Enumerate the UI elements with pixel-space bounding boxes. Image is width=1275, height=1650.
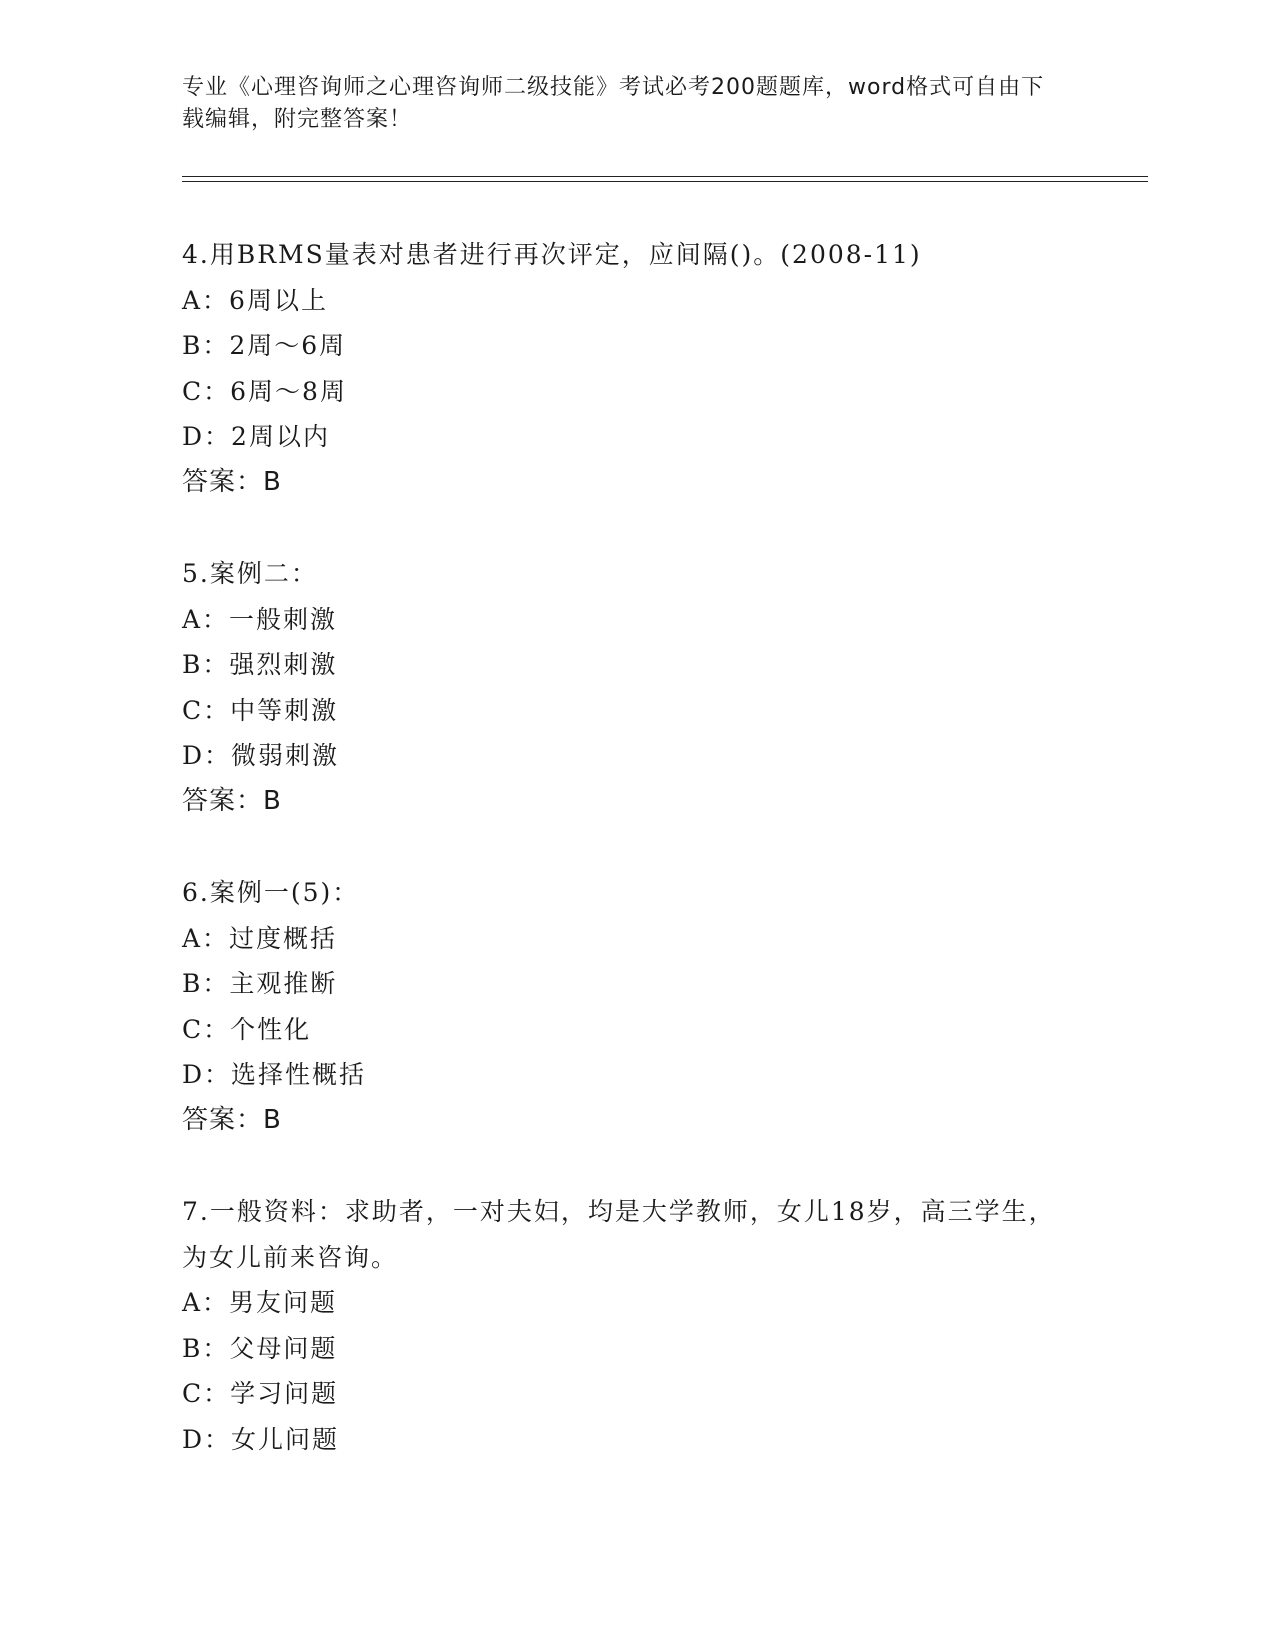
option-c: C：6周～8周 — [182, 376, 347, 406]
question-7 — [182, 1189, 1082, 1462]
option-a: A：一般刺激 — [182, 604, 338, 634]
option-d: D：微弱刺激 — [182, 741, 340, 770]
question-stem: 4.用BRMS量表对患者进行再次评定，应间隔()。(2008-11) — [182, 240, 922, 269]
option-a: A：男友问题 — [182, 1288, 338, 1317]
option-d: D：选择性概括 — [182, 1060, 367, 1089]
option-c: C：学习问题 — [182, 1379, 339, 1408]
question-5 — [182, 551, 1082, 824]
option-c: C：中等刺激 — [182, 695, 339, 725]
option-d: D：2周以内 — [182, 422, 330, 451]
option-d: D：女儿问题 — [182, 1424, 340, 1454]
option-b: B：父母问题 — [182, 1333, 338, 1363]
document-header: 专业《心理咨询师之心理咨询师二级技能》考试必考200题题库，word格式可自由下载编辑，附完整答案！ — [182, 75, 1045, 132]
question-stem: 5.案例二： — [182, 559, 318, 588]
question-4 — [182, 232, 1082, 505]
header-divider-top — [182, 176, 1148, 177]
question-stem: 6.案例一(5)： — [182, 878, 360, 907]
option-b: B：主观推断 — [182, 969, 338, 998]
question-list — [182, 232, 1082, 1508]
question-stem: 7.一般资料：求助者，一对夫妇，均是大学教师，女儿18岁，高三学生，为女儿前来咨询。 — [182, 1197, 1056, 1272]
answer: 答案：B — [182, 1104, 282, 1135]
option-b: B：2周～6周 — [182, 331, 347, 360]
question-6 — [182, 870, 1082, 1143]
option-a: A：6周以上 — [182, 285, 328, 315]
option-c: C：个性化 — [182, 1014, 312, 1044]
answer: 答案：B — [182, 466, 282, 497]
option-a: A：过度概括 — [182, 923, 338, 953]
header-divider-bottom — [182, 181, 1148, 182]
option-b: B：强烈刺激 — [182, 650, 338, 679]
answer: 答案：B — [182, 785, 282, 816]
